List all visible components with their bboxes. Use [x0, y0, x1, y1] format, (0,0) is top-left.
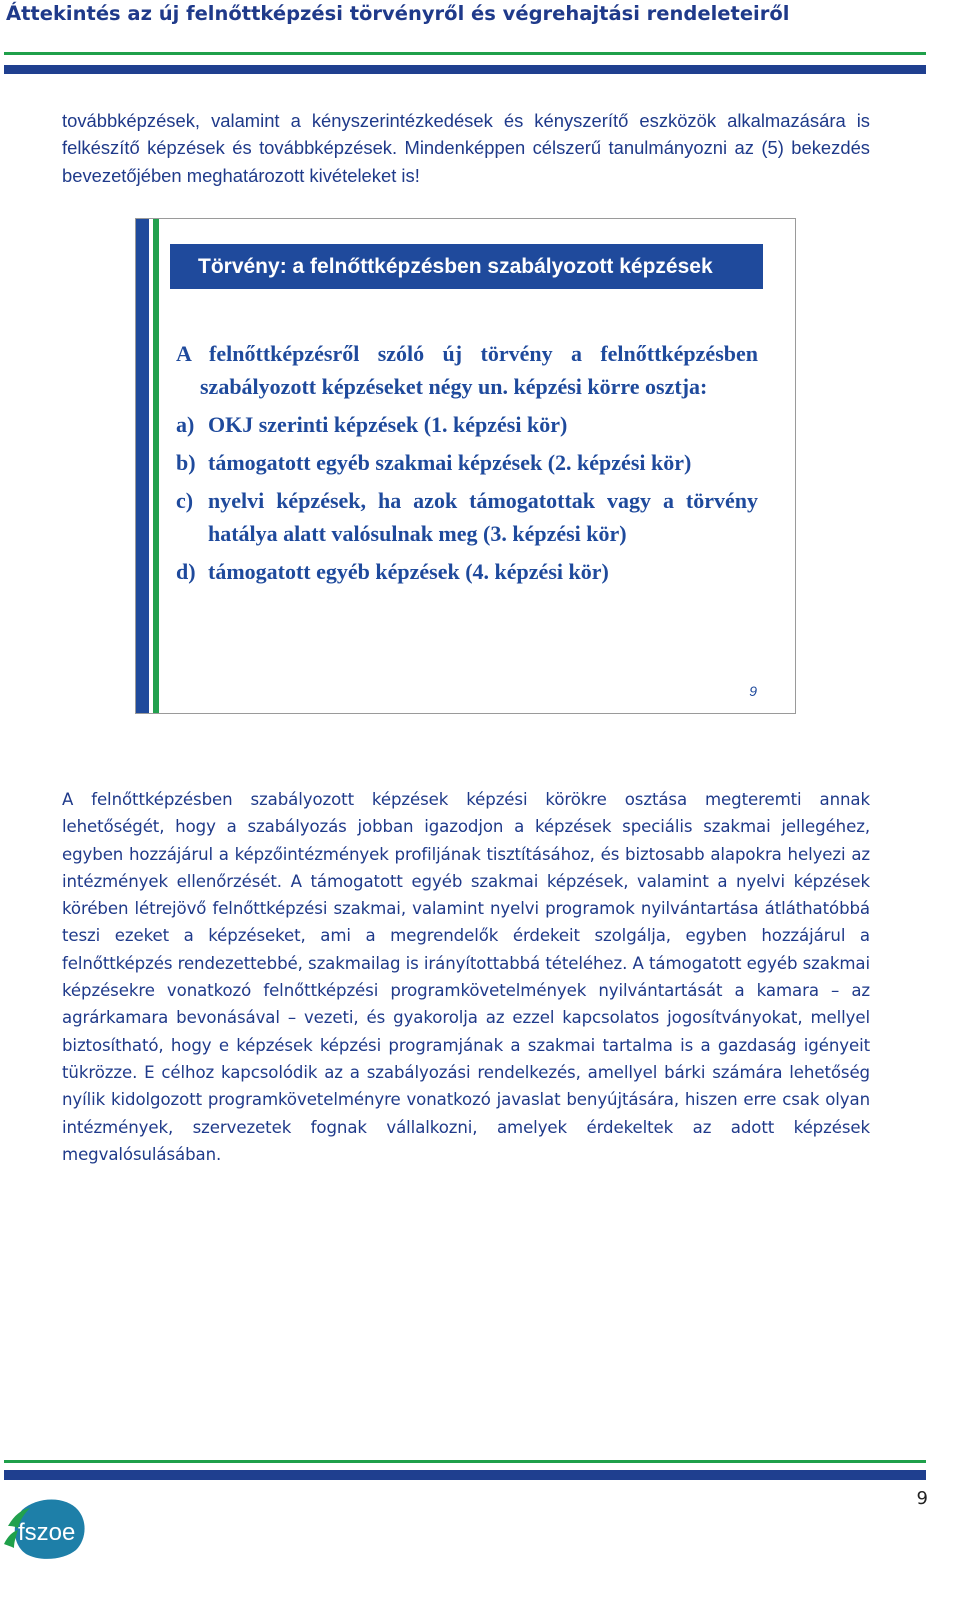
slide-intro-text: A felnőttképzésről szóló új törvény a felnőttképzésben szabályozott képzéseket négy un. képzési körre osztja: [176, 341, 758, 399]
slide-list-text: nyelvi képzések, ha azok támogatottak vagy a törvény hatálya alatt valósulnak meg (3. képzési kör) [208, 488, 758, 546]
document-header-title: Áttekintés az új felnőttképzési törvényről és végrehajtási rendeleteiről [6, 2, 790, 25]
page-number: 9 [916, 1488, 928, 1509]
fszoe-logo [4, 1496, 90, 1562]
slide-list-item [176, 484, 758, 550]
slide-list-letter: a) [176, 412, 195, 437]
slide-list-text: támogatott egyéb képzések (4. képzési kör) [208, 559, 609, 584]
slide-list-letter: d) [176, 559, 196, 584]
slide-title: Törvény: a felnőttképzésben szabályozott képzések [170, 244, 763, 289]
slide-green-sidebar [153, 219, 159, 713]
fszoe-logo-icon [4, 1496, 90, 1562]
slide-list-item [176, 408, 758, 441]
slide-body [176, 337, 758, 593]
footer-blue-rule [4, 1470, 926, 1480]
slide-list-letter: b) [176, 450, 196, 475]
footer-green-rule [4, 1460, 926, 1463]
slide-list-item [176, 555, 758, 588]
slide-list-letter: c) [176, 488, 194, 513]
header-green-rule [4, 52, 926, 55]
slide-page-number: 9 [749, 683, 757, 699]
logo-text: fszoe [18, 1519, 76, 1546]
slide-list-item [176, 446, 758, 479]
header-blue-rule [4, 65, 926, 74]
slide-list-text: OKJ szerinti képzések (1. képzési kör) [208, 412, 568, 437]
main-paragraph: A felnőttképzésben szabályozott képzések képzési körökre osztása megteremti annak lehetőségét, hogy a szabályozás jobban igazodjon a képzések speciális szakmai jellegéhez, egyben hozzájárul a képzőintézmények profiljának tisztításához, és biztosabb alapokra helyezi az intézmények ellenőrzését. A támogatott egyéb szakmai képzések, valamint a nyelvi képzések körében létrejövő felnőttképzési szakmai, valamint nyelvi programok nyilvántartása átláthatóbbá teszi ezeket a képzéseket, ami a megrendelők érdekeit szolgálja, egyben hozzájárul a felnőttképzés rendezettebbé, szakmailag is irányítottabbá tételéhez. A támogatott egyéb szakmai képzésekre vonatkozó felnőttképzési programkövetelmények nyilvántartását a kamara – az agrárkamara bevonásával – vezeti, és gyakorolja az ezzel kapcsolatos jogosítványokat, mellyel biztosítható, hogy e képzések képzési programjának a szakmai tartalma is a gazdaság igényeit tükrözze. E célhoz kapcsolódik az a szabályozási rendelkezés, amellyel bárki számára lehetőség nyílik kidolgozott programkövetelményre vonatkozó javaslat benyújtására, hiszen erre csak olyan intézmények, szervezetek fognak vállalkozni, amelyek érdekeltek az adott képzések megvalósulásában. [62, 790, 870, 1164]
embedded-slide [135, 218, 796, 714]
slide-blue-sidebar [136, 219, 149, 713]
intro-paragraph: továbbképzések, valamint a kényszerintézkedések és kényszerítő eszközök alkalmazására is felkészítő képzések és továbbképzések. Mindenképpen célszerű tanulmányozni az (5) bekezdés bevezetőjében meghatározott kivételeket is! [62, 110, 870, 186]
slide-list-text: támogatott egyéb szakmai képzések (2. képzési kör) [208, 450, 692, 475]
